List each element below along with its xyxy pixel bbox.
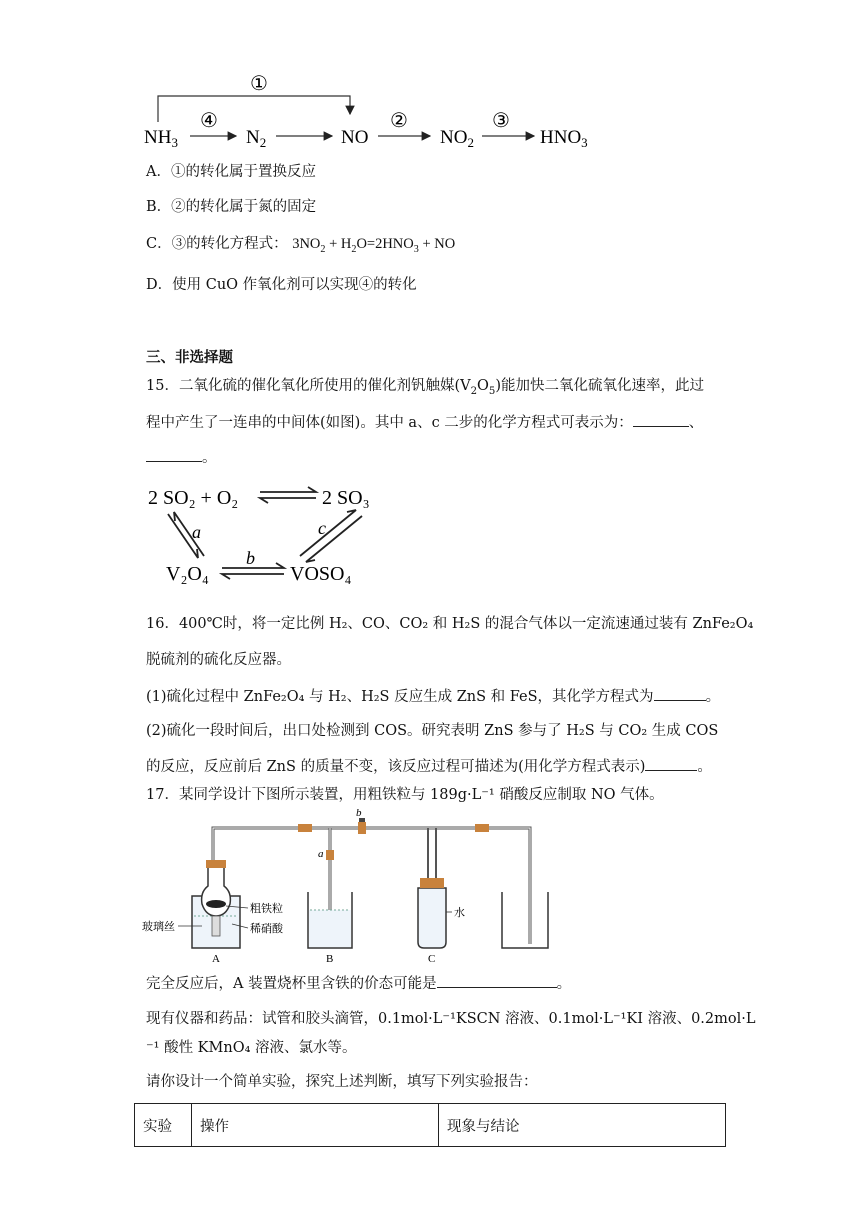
q15-line2: 程中产生了一连串的中间体(如图)。其中 a、c 二步的化学方程式可表示为： 、: [146, 412, 703, 433]
label-A: A: [212, 953, 220, 965]
step-c-label: c: [318, 518, 326, 538]
nitrogen-conversion-diagram: [138, 66, 608, 154]
answer-blank[interactable]: [437, 973, 557, 988]
option-d: D．使用 CuO 作氧化剂可以实现④的转化: [146, 277, 417, 293]
option-a: A．①的转化属于置换反应: [146, 164, 316, 180]
step-b-label: b: [246, 548, 255, 568]
label-b: b: [356, 808, 362, 819]
q15-line1: 15．二氧化硫的催化氧化所使用的催化剂钒触媒$(V_2O_5)$能加快二氧化硫氧化速率，此过: [146, 378, 705, 397]
answer-blank[interactable]: [654, 686, 706, 701]
header-experiment: 实验: [135, 1104, 192, 1147]
node-n2: $N_2$: [246, 127, 267, 150]
label-C: C: [428, 953, 436, 965]
arrow-label-1: ①: [250, 73, 268, 95]
answer-blank[interactable]: [146, 447, 202, 462]
label-acid: 稀硝酸: [250, 923, 283, 935]
answer-blank[interactable]: [645, 756, 697, 771]
header-operation: 操作: [192, 1104, 439, 1147]
section-title: 三、非选择题: [146, 349, 233, 366]
answer-blank[interactable]: [633, 412, 689, 427]
node-hno3: $HNO_3$: [540, 127, 588, 150]
node-no: NO: [341, 127, 369, 148]
bottle-c: [418, 888, 446, 948]
pipe-joint: [475, 824, 489, 832]
label-iron: 粗铁粒: [250, 903, 283, 915]
cycle-bottom-right: VOSO₄: [290, 563, 352, 585]
table-header-row: [135, 1104, 726, 1147]
q16-line5: 的反应，反应前后 ZnS 的质量不变，该反应过程可描述为(用化学方程式表示) 。: [146, 756, 712, 777]
valve-b: [358, 822, 366, 834]
q15-line3: 。: [146, 447, 217, 468]
option-c: C．③的转化方程式： $3NO_2 + H_2O=2HNO_3$ + NO: [146, 236, 456, 255]
q17-line4: ⁻¹ 酸性 KMnO₄ 溶液、氯水等。: [146, 1040, 357, 1056]
cycle-top-left: 2 SO₂ + O₂: [148, 487, 239, 509]
q16-line2: 脱硫剂的硫化反应器。: [146, 652, 291, 668]
arrow-label-3: ③: [492, 110, 510, 132]
step-a-label: a: [192, 522, 201, 542]
catalytic-cycle-diagram: [140, 478, 400, 592]
option-c-equation: $3NO_2 + H_2O=2HNO_3$ + NO: [292, 236, 456, 255]
label-water: 水: [454, 907, 465, 919]
node-no2: $NO_2$: [440, 127, 474, 150]
label-B: B: [326, 953, 334, 965]
arrow-label-2: ②: [390, 110, 408, 132]
q17-line5: 请你设计一个简单实验，探究上述判断，填写下列实验报告：: [146, 1074, 538, 1090]
q17-line2: 完全反应后，A 装置烧杯里含铁的价态可能是 。: [146, 973, 571, 994]
iron-granules: [206, 900, 226, 908]
cycle-top-right: 2 SO₃: [322, 487, 370, 509]
empty-beaker: [502, 892, 548, 948]
header-result: 现象与结论: [439, 1104, 726, 1147]
clamp-a: [326, 850, 334, 860]
label-a: a: [318, 848, 324, 860]
q16-line3: (1)硫化过程中 ZnFe₂O₄ 与 H₂、H₂S 反应生成 ZnS 和 FeS，其化学方程式为 。: [146, 686, 720, 707]
q16-line4: (2)硫化一段时间后，出口处检测到 COS。研究表明 ZnS 参与了 H₂S 与 CO₂ 生成 COS: [146, 723, 719, 739]
label-glass-wool: 玻璃丝: [142, 921, 175, 933]
q16-line1: 16．400℃时，将一定比例 H₂、CO、CO₂ 和 H₂S 的混合气体以一定流速通过装有 ZnFe₂O₄: [146, 616, 754, 632]
option-b: B．②的转化属于氮的固定: [146, 199, 317, 215]
cycle-bottom-left: V₂O₄: [166, 563, 209, 585]
q17-line1: 17．某同学设计下图所示装置，用粗铁粒与 189g·L⁻¹ 硝酸反应制取 NO 气体。: [146, 787, 664, 803]
arrow-label-4: ④: [200, 110, 218, 132]
experiment-report-table: [134, 1103, 726, 1147]
node-nh3: $NH_3$: [144, 127, 178, 150]
pipe-joint: [298, 824, 312, 832]
q17-line3: 现有仪器和药品：试管和胶头滴管，0.1mol·L⁻¹KSCN 溶液、0.1mol·L⁻¹KI 溶液、0.2mol·L: [146, 1011, 756, 1027]
apparatus-diagram: [140, 808, 550, 968]
